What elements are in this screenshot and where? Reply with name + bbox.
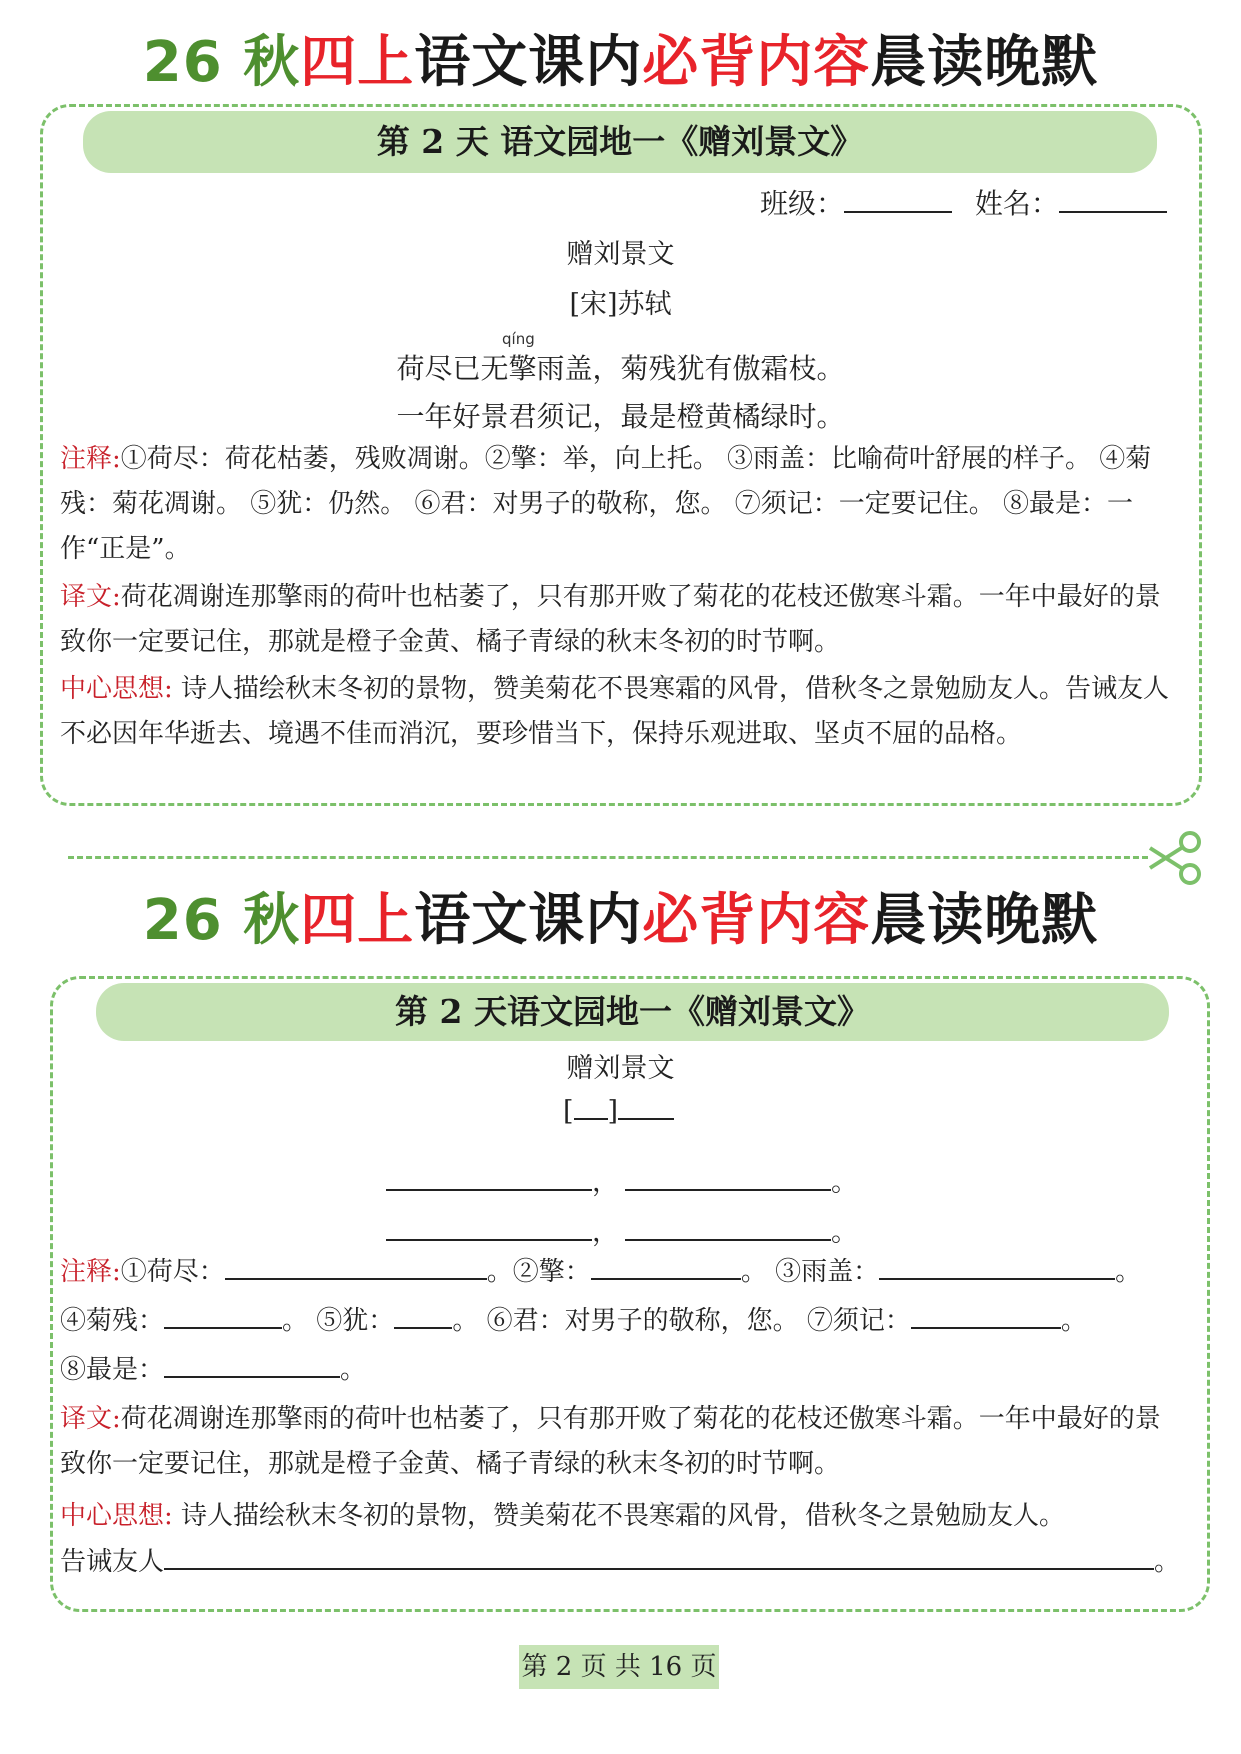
notes-blank-row-2: ④菊残： 。 ⑤犹： 。 ⑥君：对男子的敬称，您。 ⑦须记： 。 <box>60 1299 1190 1344</box>
poem-title: 赠刘景文 <box>566 239 675 270</box>
poem-input-1a[interactable] <box>386 1165 592 1191</box>
class-label: 班级： <box>760 187 845 220</box>
note-input-3[interactable] <box>879 1254 1115 1280</box>
pinyin-annotation: qíng <box>502 330 535 348</box>
page-number: 第 2 页 共 16 页 <box>519 1645 719 1689</box>
translation-paragraph-bottom: 译文:荷花凋谢连那擎雨的荷叶也枯萎了，只有那开败了菊花的花枝还傲寒斗霜。一年中最好的景致你一定要记住，那就是橙子金黄、橘子青绿的秋末冬初的时节啊。 <box>60 1404 1161 1479</box>
page-title-bottom: 26 秋四上语文课内必背内容晨读晚默 <box>142 888 1099 953</box>
poem-blank-line-1: ， 。 <box>386 1160 858 1199</box>
translation-text: 荷花凋谢连那擎雨的荷叶也枯萎了，只有那开败了菊花的花枝还傲寒斗霜。一年中最好的景致你一定要记住，那就是橙子金黄、橘子青绿的秋末冬初的时节啊。 <box>60 582 1161 657</box>
note-input-4[interactable] <box>164 1303 282 1329</box>
class-input[interactable] <box>844 187 952 213</box>
notes-paragraph <box>60 437 1185 572</box>
name-label: 姓名： <box>974 187 1059 220</box>
poem-blank-line-2: ， 。 <box>386 1210 858 1249</box>
translation-paragraph <box>60 575 1185 665</box>
poem-author: [宋]苏轼 <box>569 289 672 320</box>
name-input[interactable] <box>1059 187 1167 213</box>
author-input[interactable] <box>618 1094 674 1120</box>
dynasty-input[interactable] <box>574 1094 608 1120</box>
theme-text: 诗人描绘秋末冬初的景物，赞美菊花不畏寒霜的风骨，借秋冬之景勉励友人。告诫友人不必因年华逝去、境遇不佳而消沉，要珍惜当下，保持乐观进取、坚贞不屈的品格。 <box>60 674 1170 749</box>
day-title-pill-bottom: 第 2 天语文园地一《赠刘景文》 <box>96 983 1169 1041</box>
note-input-8[interactable] <box>164 1352 340 1378</box>
cut-line <box>68 856 1148 859</box>
poem-title-bottom: 赠刘景文 <box>566 1053 675 1084</box>
scissors-icon <box>1146 828 1206 888</box>
theme-paragraph-bottom: 中心思想: 诗人描绘秋末冬初的景物，赞美菊花不畏寒霜的风骨，借秋冬之景勉励友人。 <box>60 1501 1066 1531</box>
note-input-5[interactable] <box>394 1303 452 1329</box>
note-input-1[interactable] <box>225 1254 487 1280</box>
poem-line-2: 一年好景君须记，最是橙黄橘绿时。 <box>396 400 845 433</box>
notes-blank-row-1: 注释:①荷尽： 。②擎： 。 ③雨盖： 。 <box>60 1250 1190 1295</box>
note-input-7[interactable] <box>911 1303 1061 1329</box>
translation-label: 译文: <box>60 582 121 612</box>
notes-label: 注释: <box>60 444 121 474</box>
theme-label: 中心思想: <box>60 674 173 704</box>
theme-blank-row: 告诫友人 。 <box>60 1540 1190 1585</box>
theme-input[interactable] <box>164 1544 1154 1570</box>
page-title-top: 26 秋四上语文课内必背内容晨读晚默 <box>142 30 1099 95</box>
notes-text: ①荷尽：荷花枯萎，残败凋谢。②擎：举，向上托。 ③雨盖：比喻荷叶舒展的样子。 ④菊残：菊花凋谢。 ⑤犹：仍然。 ⑥君：对男子的敬称，您。 ⑦须记：一定要记住。 ⑧最是：一作“正是”。 <box>60 444 1152 564</box>
poem-input-2a[interactable] <box>386 1215 592 1241</box>
author-blank-row: [ ] <box>563 1094 674 1127</box>
day-title-pill: 第 2 天 语文园地一《赠刘景文》 <box>83 111 1157 173</box>
note-input-2[interactable] <box>591 1254 741 1280</box>
notes-blank-row-3: ⑧最是： 。 <box>60 1348 1190 1393</box>
class-name-row <box>760 182 1167 222</box>
poem-input-2b[interactable] <box>625 1215 831 1241</box>
theme-paragraph <box>60 667 1185 757</box>
poem-input-1b[interactable] <box>625 1165 831 1191</box>
poem-line-1: 荷尽已无擎雨盖，菊残犹有傲霜枝。 <box>396 352 845 385</box>
